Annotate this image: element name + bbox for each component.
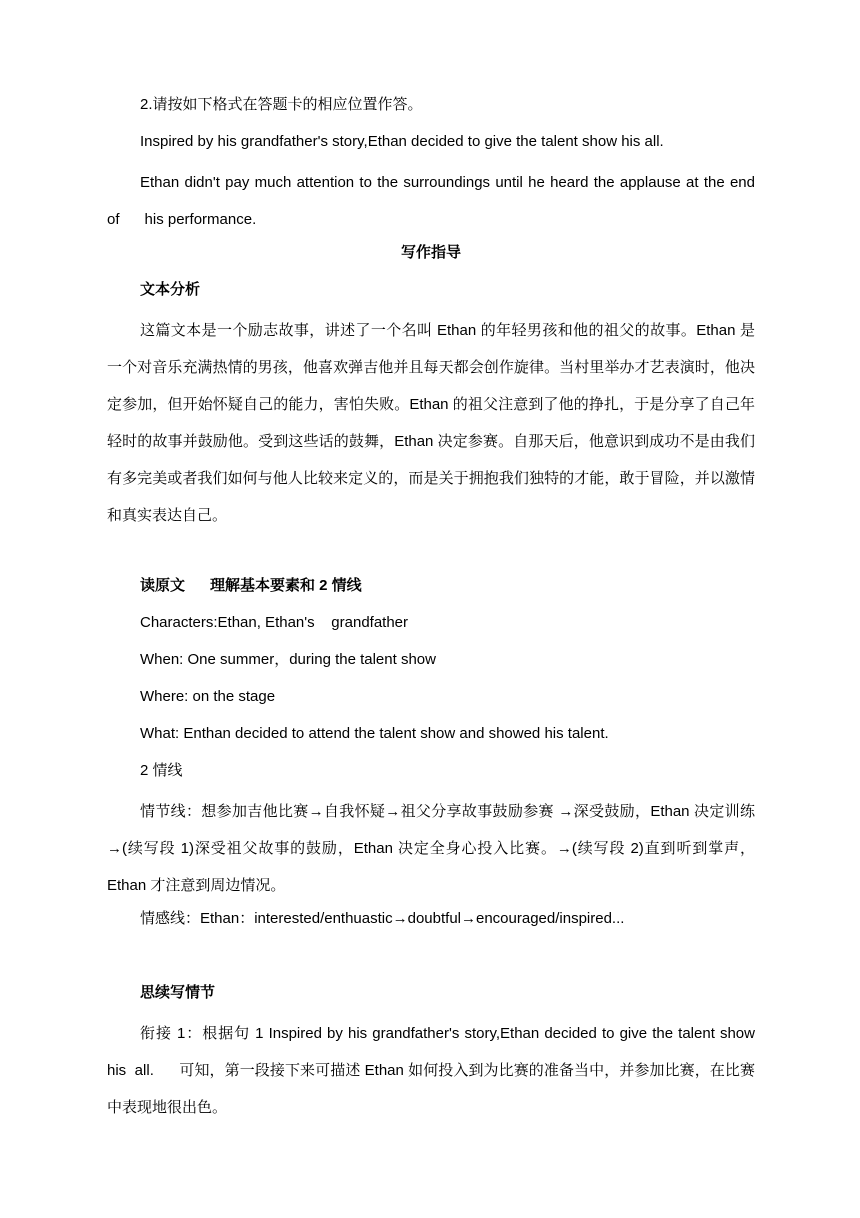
section-title-writing-guide: 写作指导 [400, 244, 461, 261]
given-sentence-1: Inspired by his grandfather's story,Ethan decided to give the talent show his all. [140, 133, 664, 150]
emotion-line: 情感线：Ethan：interested/enthuastic→doubtful→encouraged/inspired... [140, 910, 625, 927]
transition-1-paragraph: 衔接 1：根据句 1 Inspired by his grandfather's story,Ethan decided to give the talent show his all. 可知，第一段接下来可描述 Ethan 如何投入到为比赛的准备当中，并参加比赛，在比赛中表现地很出色。 [107, 1025, 755, 1116]
what-line: What: Enthan decided to attend the talent show and showed his talent. [140, 725, 609, 742]
heading-read-original: 读原文 理解基本要素和 2 情线 [140, 577, 362, 594]
two-lines-heading: 2 情线 [140, 762, 183, 779]
given-sentence-2: Ethan didn't pay much attention to the surroundings until he heard the applause at the end of his performance. [107, 174, 755, 228]
when-line: When: One summer，during the talent show [140, 651, 436, 668]
heading-text-analysis: 文本分析 [140, 281, 201, 298]
plot-line-paragraph: 情节线：想参加吉他比赛→自我怀疑→祖父分享故事鼓励参赛 →深受鼓励，Ethan 决定训练 →(续写段 1)深受祖父故事的鼓励，Ethan 决定全身心投入比赛。→(续写段 2)直到听到掌声，Ethan 才注意到周边情况。 [107, 803, 755, 894]
instruction-line: 2.请按如下格式在答题卡的相应位置作答。 [140, 96, 423, 113]
analysis-paragraph: 这篇文本是一个励志故事，讲述了一个名叫 Ethan 的年轻男孩和他的祖父的故事。Ethan 是一个对音乐充满热情的男孩，他喜欢弹吉他并且每天都会创作旋律。当村里举办才艺表演时，他决定参加，但开始怀疑自己的能力，害怕失败。Ethan 的祖父注意到了他的挣扎，于是分享了自己年轻时的故事并鼓励他。受到这些话的鼓舞，Ethan 决定参赛。自那天后，他意识到成功不是由我们有多完美或者我们如何与他人比较来定义的，而是关于拥抱我们独特的才能，敢于冒险，并以激情和真实表达自己。 [107, 322, 755, 524]
where-line: Where: on the stage [140, 688, 276, 705]
spacer [107, 941, 755, 978]
document-page [107, 90, 755, 1126]
spacer [107, 534, 755, 571]
heading-continue-plot: 思续写情节 [140, 984, 216, 1001]
characters-line: Characters:Ethan, Ethan's grandfather [140, 614, 409, 631]
